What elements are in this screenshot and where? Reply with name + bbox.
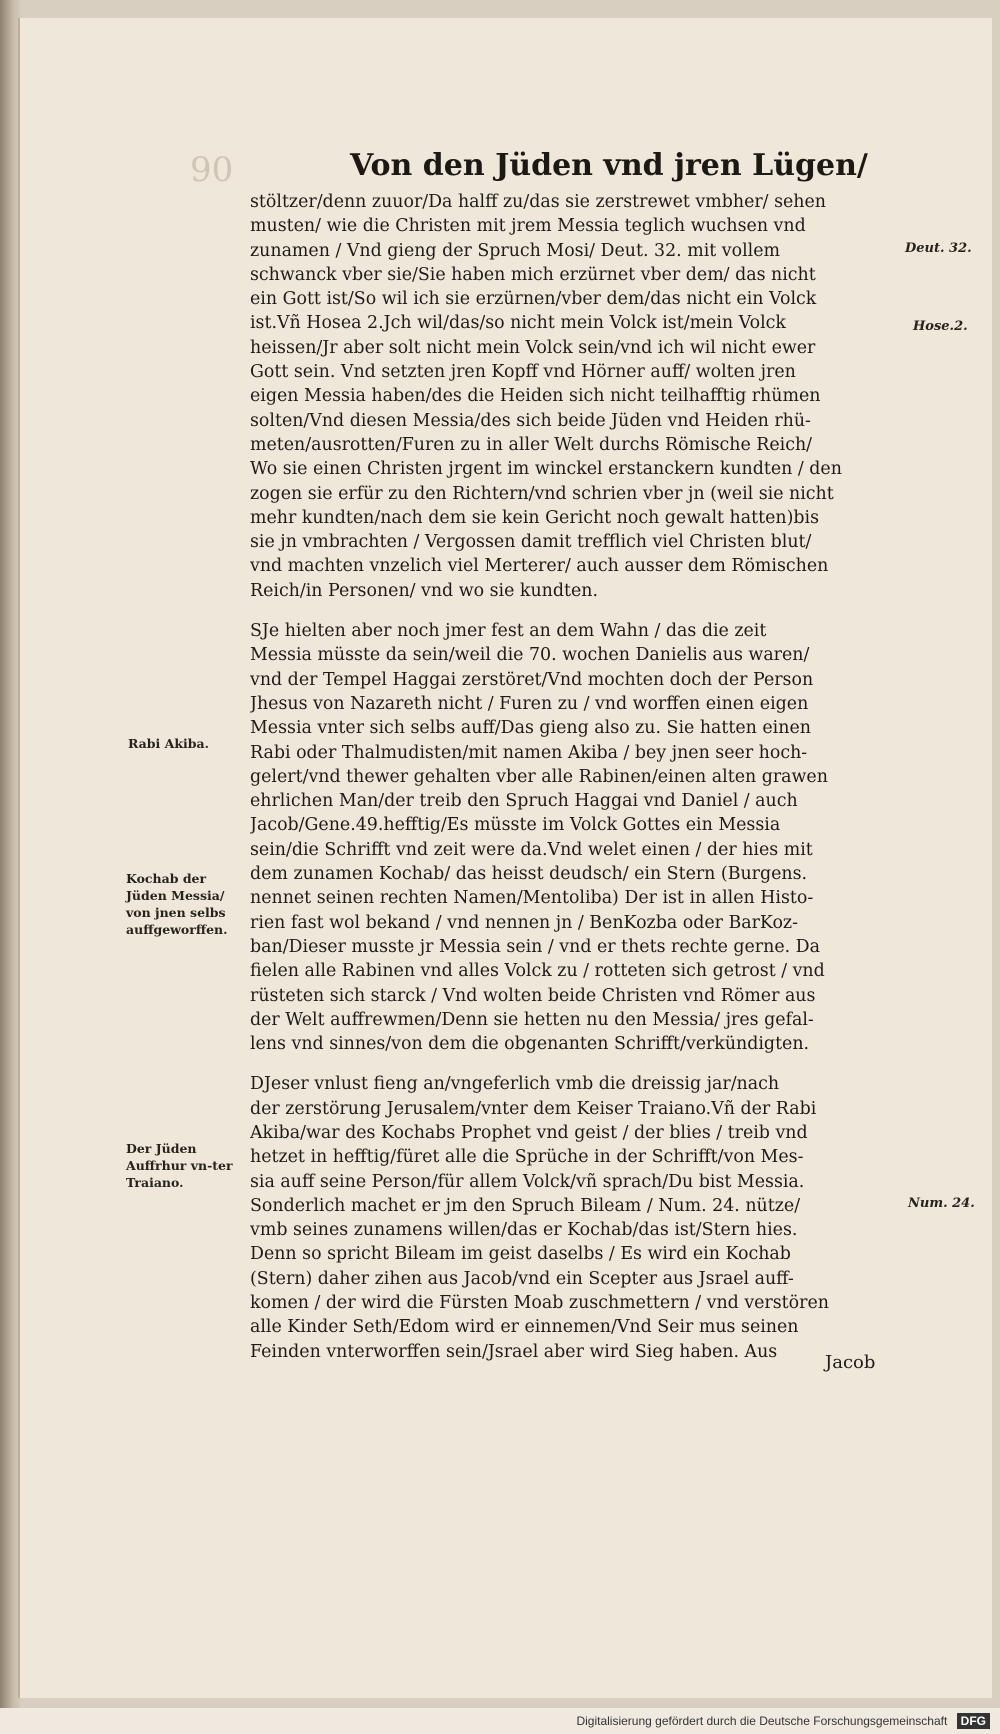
text-line: Messia vnter sich selbs auff/Das gieng also zu. Sie hatten einen	[250, 718, 811, 739]
text-line: vnd der Tempel Haggai zerstöret/Vnd mochten doch der Person	[250, 669, 814, 690]
text-line: Denn so spricht Bileam im geist daselbs / Es wird ein Kochab	[250, 1244, 791, 1265]
running-title: Von den Jüden vnd jren Lügen/	[350, 148, 868, 183]
text-line: rien fast wol bekand / vnd nennen jn / BenKozba oder BarKoz-	[250, 912, 798, 933]
text-line: Gott sein. Vnd setzten jren Kopff vnd Hörner auff/ wolten jren	[250, 362, 796, 383]
text-line: Sonderlich machet er jm den Spruch Bileam / Num. 24. nütze/	[250, 1195, 801, 1216]
text-line: mehr kundten/nach dem sie kein Gericht noch gewalt hatten)bis	[250, 507, 819, 528]
margin-note-aufruhr: Der Jüden Auffrhur vn-ter Traiano.	[126, 1141, 233, 1190]
text-line: alle Kinder Seth/Edom wird er einnemen/Vnd Seir mus seinen	[250, 1317, 799, 1338]
text-line: nennet seinen rechten Namen/Mentoliba) Der ist in allen Histo-	[250, 888, 814, 909]
paragraph	[250, 190, 905, 603]
text-line: Wo sie einen Christen jrgent im winckel erstanckern kundten / den	[250, 459, 842, 480]
text-line: meten/ausrotten/Furen zu in aller Welt durchs Römische Reich/	[250, 434, 813, 455]
text-line: Jhesus von Nazareth nicht / Furen zu / vnd worffen einen eigen	[250, 693, 809, 714]
text-line: hetzet in hefftig/füret alle die Sprüche in der Schrifft/von Mes-	[250, 1147, 804, 1168]
text-line: rüsteten sich starck / Vnd wolten beide Christen vnd Römer aus	[250, 985, 816, 1006]
text-line: (Stern) daher zihen aus Jacob/vnd ein Scepter aus Jsrael auff-	[250, 1268, 794, 1289]
text-line: ein Gott ist/So wil ich sie erzürnen/vber dem/das nicht ein Volck	[250, 289, 817, 310]
dfg-logo: DFG	[957, 1713, 990, 1729]
paragraph	[250, 1072, 905, 1364]
main-text	[250, 190, 905, 1380]
margin-note-kochab: Kochab der Jüden Messia/ von jnen selbs auffgeworffen.	[126, 871, 228, 937]
text-line: Jacob/Gene.49.hefftig/Es müsste im Volck Gottes ein Messia	[250, 815, 781, 836]
text-line: dem zunamen Kochab/ das heisst deudsch/ ein Stern (Burgens.	[250, 864, 808, 885]
text-line: vmb seines zunamens willen/das er Kochab/das ist/Stern hies.	[250, 1220, 798, 1241]
text-line: Rabi oder Thalmudisten/mit namen Akiba / bey jnen seer hoch-	[250, 742, 808, 763]
paragraph	[250, 619, 905, 1056]
text-line: zogen sie erfür zu den Richtern/vnd schrien vber jn (weil sie nicht	[250, 483, 834, 504]
text-line: ist.Vñ Hosea 2.Jch wil/das/so nicht mein Volck ist/mein Volck	[250, 313, 786, 334]
text-line: fielen alle Rabinen vnd alles Volck zu / rotteten sich getrost / vnd	[250, 961, 825, 982]
text-line: SJe hielten aber noch jmer fest an dem Wahn / das die zeit	[250, 621, 767, 642]
text-line: der Welt auffrewmen/Denn sie hetten nu den Messia/ jres gefal-	[250, 1009, 814, 1030]
text-line: heissen/Jr aber solt nicht mein Volck sein/vnd ich wil nicht ewer	[250, 337, 816, 358]
text-line: musten/ wie die Christen mit jrem Messia teglich wuchsen vnd	[250, 216, 806, 237]
text-line: solten/Vnd diesen Messia/des sich beide Jüden vnd Heiden rhü-	[250, 410, 811, 431]
ghost-folio-number: 90	[190, 150, 234, 190]
digitization-footer	[0, 1708, 1000, 1734]
catchword: Jacob	[825, 1352, 876, 1373]
text-line: Messia müsste da sein/weil die 70. wochen Danielis aus waren/	[250, 645, 810, 666]
margin-note-akiba: Rabi Akiba.	[128, 736, 209, 751]
text-line: gelert/vnd thewer gehalten vber alle Rabinen/einen alten grawen	[250, 766, 828, 787]
text-line: komen / der wird die Fürsten Moab zuschmettern / vnd verstören	[250, 1293, 829, 1314]
text-line: sie jn vmbrachten / Vergossen damit trefflich viel Christen blut/	[250, 532, 812, 553]
text-line: zunamen / Vnd gieng der Spruch Mosi/ Deut. 32. mit vollem	[250, 240, 780, 261]
margin-note-num: Num. 24.	[908, 1196, 975, 1211]
text-line: stöltzer/denn zuuor/Da halff zu/das sie zerstrewet vmbher/ sehen	[250, 192, 826, 212]
text-line: ehrlichen Man/der treib den Spruch Haggai vnd Daniel / auch	[250, 791, 798, 812]
text-line: Reich/in Personen/ vnd wo sie kundten.	[250, 580, 598, 601]
text-line: sein/die Schrifft vnd zeit were da.Vnd welet einen / der hies mit	[250, 839, 813, 860]
text-line: DJeser vnlust fieng an/vngeferlich vmb die dreissig jar/nach	[250, 1074, 780, 1095]
text-line: der zerstörung Jerusalem/vnter dem Keiser Traiano.Vñ der Rabi	[250, 1098, 817, 1119]
margin-note-deut: Deut. 32.	[905, 241, 972, 256]
text-line: eigen Messia haben/des die Heiden sich nicht teilhafftig rhümen	[250, 386, 821, 407]
text-line: vnd machten vnzelich viel Merterer/ auch ausser dem Römischen	[250, 556, 829, 577]
text-line: Akiba/war des Kochabs Prophet vnd geist / der blies / treib vnd	[250, 1122, 808, 1143]
margin-note-hose: Hose.2.	[913, 319, 968, 334]
footer-credit: Digitalisierung gefördert durch die Deutsche Forschungsgemeinschaft	[576, 1714, 948, 1728]
text-line: ban/Dieser musste jr Messia sein / vnd er thets rechte gerne. Da	[250, 936, 820, 957]
text-line: lens vnd sinnes/von dem die obgenanten Schrifft/verkündigten.	[250, 1034, 810, 1055]
text-line: Feinden vnterworffen sein/Jsrael aber wird Sieg haben. Aus	[250, 1341, 778, 1362]
text-line: schwanck vber sie/Sie haben mich erzürnet vber dem/ das nicht	[250, 264, 816, 285]
text-line: sia auff seine Person/für allem Volck/vñ sprach/Du bist Messia.	[250, 1171, 805, 1192]
